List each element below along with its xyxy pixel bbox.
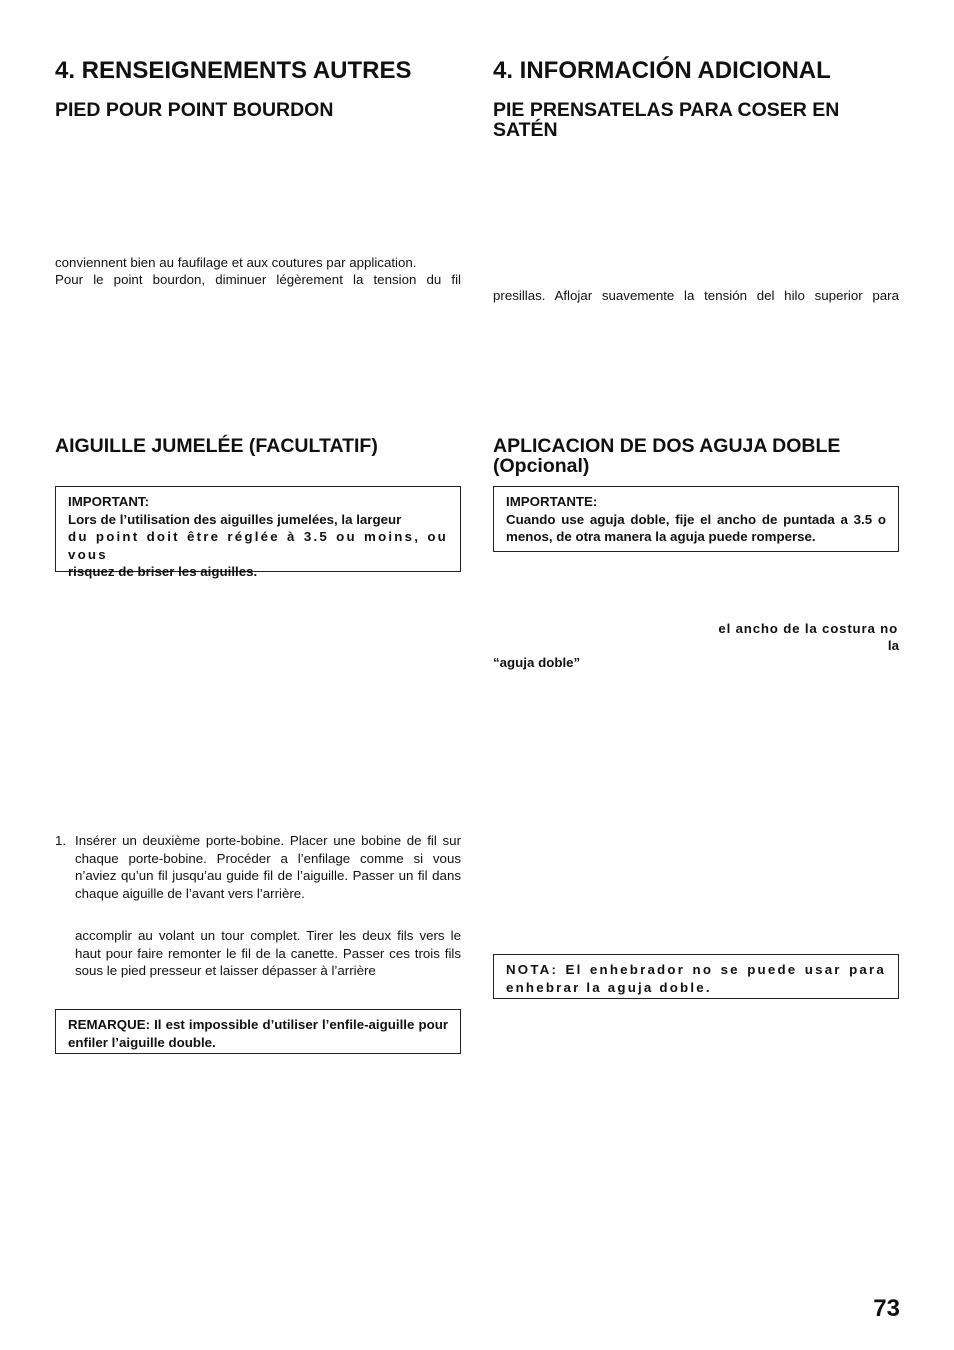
spanish-width-fragment: el ancho de la costura no bbox=[718, 621, 898, 636]
spanish-twin-needle-heading: APLICACION DE DOS AGUJA DOBLE (Opcional) bbox=[493, 435, 841, 477]
french-step-1-text: Insérer un deuxième porte-bobine. Placer une bobine de fil sur chaque porte-bobine. Procéder a l’enfilage comme si vous n’aviez qu’un fil jusqu’au guide fil de l’aiguille. Passer un fil dans chaque aiguille de l’avant vers l’arrière. bbox=[75, 833, 461, 901]
spanish-satin-line: presillas. Aflojar suavemente la tensión del hilo superior para bbox=[493, 288, 899, 303]
spanish-la-fragment: la bbox=[887, 638, 899, 653]
spanish-nota-box bbox=[493, 954, 899, 999]
french-important-line-2: du point doit être réglée à 3.5 ou moins, ou vous bbox=[68, 529, 448, 562]
spanish-important-text: Cuando use aguja doble, fije el ancho de puntada a 3.5 o menos, de otra manera la aguja puede romperse. bbox=[506, 511, 886, 544]
french-step-2-text: accomplir au volant un tour complet. Tirer les deux fils vers le haut pour faire remonter le fil de la canette. Passer ces trois fils sous le pied presseur et laisser dépasser à l’arrière bbox=[75, 928, 461, 978]
french-important-line-1: Lors de l’utilisation des aiguilles jumelées, la largeur bbox=[68, 511, 402, 527]
french-step-1 bbox=[55, 832, 461, 902]
spanish-important-box bbox=[493, 486, 899, 552]
spanish-satin-heading: PIE PRENSATELAS PARA COSER EN SATÉN bbox=[493, 99, 840, 141]
page-number: 73 bbox=[873, 1295, 900, 1322]
french-important-line-3: risquez de briser les aiguilles. bbox=[68, 564, 258, 579]
french-twin-needle-heading: AIGUILLE JUMELÉE (FACULTATIF) bbox=[55, 435, 378, 457]
spanish-title: 4. INFORMACIÓN ADICIONAL bbox=[493, 57, 831, 84]
french-title: 4. RENSEIGNEMENTS AUTRES bbox=[55, 57, 412, 84]
french-satin-heading: PIED POUR POINT BOURDON bbox=[55, 99, 334, 121]
spanish-important-label: IMPORTANTE: bbox=[506, 494, 598, 509]
french-satin-line-1: conviennent bien au faufilage et aux coutures par application. bbox=[55, 255, 417, 270]
french-satin-line-2: Pour le point bourdon, diminuer légèrement la tension du fil bbox=[55, 272, 461, 287]
french-step-1-number: 1. bbox=[55, 833, 67, 848]
french-important-box bbox=[55, 486, 461, 579]
spanish-nota-text: NOTA: El enhebrador no se puede usar para enhebrar la aguja doble. bbox=[506, 962, 886, 995]
spanish-aguja-doble-fragment: “aguja doble” bbox=[493, 655, 581, 670]
french-remark-text: REMARQUE: Il est impossible d’utiliser l’enfile-aiguille pour enfiler l’aiguille double. bbox=[68, 1017, 448, 1050]
french-steps-list bbox=[55, 832, 461, 902]
french-remark-box bbox=[55, 1009, 461, 1054]
french-important-label: IMPORTANT: bbox=[68, 494, 150, 509]
